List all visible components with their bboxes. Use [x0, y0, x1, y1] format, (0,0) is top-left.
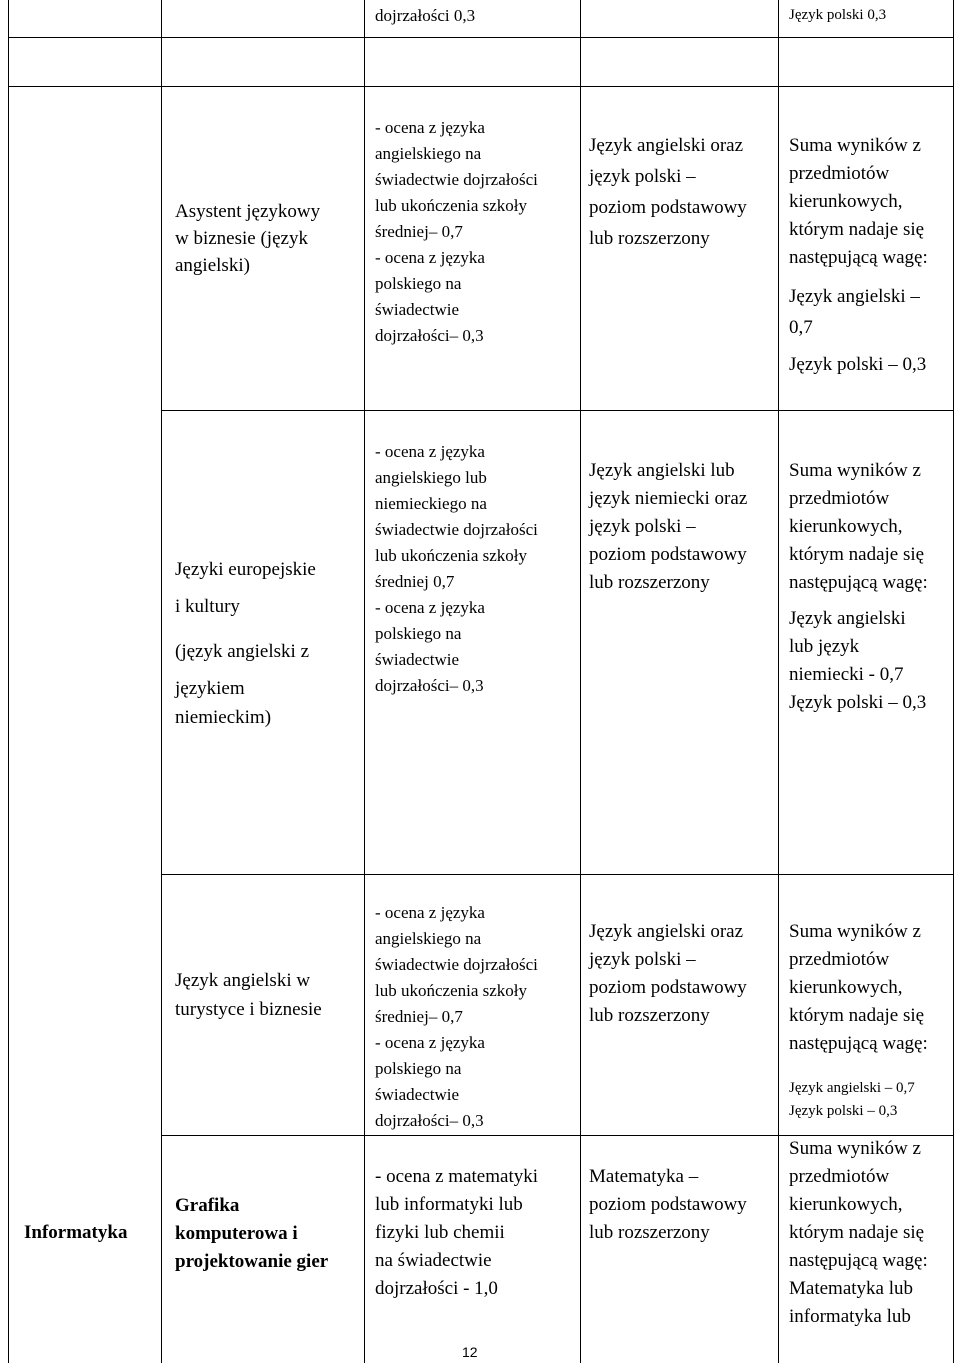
weight-line: przedmiotów [789, 949, 890, 970]
subject-line: język polski – [589, 949, 696, 970]
requirement-line: średniej– 0,7 [375, 222, 463, 241]
weight-line: przedmiotów [789, 163, 890, 184]
weight-line: następującą wagę: [789, 572, 928, 593]
major-name-line: Język angielski w [175, 970, 311, 991]
requirements-cell [375, 439, 538, 699]
weight-line: Język polski – 0,3 [789, 354, 927, 375]
major-cell [175, 1192, 328, 1276]
subject-line: poziom podstawowy [589, 197, 747, 218]
subject-line: Język angielski oraz [589, 921, 744, 942]
weight-line: którym nadaje się [789, 1005, 925, 1026]
major-cell [175, 555, 316, 732]
weights-cell [789, 132, 928, 388]
weights-cell [789, 1135, 928, 1331]
requirements-cell [375, 1163, 538, 1303]
major-name-line: niemieckim) [175, 707, 272, 728]
requirement-line: polskiego na [375, 624, 462, 643]
weight-line: którym nadaje się [789, 544, 925, 565]
requirement-line: lub ukończenia szkoły [375, 196, 528, 215]
subject-line: poziom podstawowy [589, 544, 747, 565]
subject-line: lub rozszerzony [589, 572, 710, 593]
weight-line: Matematyka lub [789, 1278, 913, 1299]
requirement-line: angielskiego na [375, 144, 482, 163]
weight-line: 0,7 [789, 317, 813, 338]
weight-line: kierunkowych, [789, 1194, 903, 1215]
requirement-line: niemieckiego na [375, 494, 487, 513]
requirement-line: - ocena z języka [375, 118, 485, 137]
weights-values-cell [789, 1077, 915, 1123]
weight-line: Suma wyników z [789, 460, 921, 481]
table-border [8, 37, 954, 38]
weight-line: Język polski – 0,3 [789, 1103, 898, 1119]
subject-line: lub rozszerzony [589, 1222, 710, 1243]
major-name-line: i kultury [175, 596, 240, 617]
major-name-line: komputerowa i [175, 1223, 298, 1244]
requirement-line: lub informatyki lub [375, 1194, 523, 1215]
weight-line: informatyka lub [789, 1306, 911, 1327]
requirement-line: dojrzałości - 1,0 [375, 1278, 498, 1299]
requirement-line: lub ukończenia szkoły [375, 981, 528, 1000]
requirement-line: dojrzałości– 0,3 [375, 676, 484, 695]
subject-line: Język angielski oraz [589, 135, 744, 156]
field-cell [24, 1219, 127, 1246]
subjects-cell [589, 1163, 747, 1247]
requirement-line: angielskiego na [375, 929, 482, 948]
requirements-cell [375, 115, 538, 349]
page-number: 12 [462, 1344, 478, 1360]
requirement-line: angielskiego lub [375, 468, 487, 487]
requirement-line: polskiego na [375, 274, 462, 293]
table-border [364, 0, 365, 1363]
subject-line: język polski – [589, 166, 696, 187]
requirement-line: świadectwie dojrzałości [375, 170, 538, 189]
subjects-cell [589, 457, 747, 597]
subject-line: język niemiecki oraz [589, 488, 748, 509]
field-name: Informatyka [24, 1222, 128, 1243]
table-border [8, 0, 9, 1363]
weight-line: Suma wyników z [789, 921, 921, 942]
weight-line: następującą wagę: [789, 1033, 928, 1054]
subject-line: lub rozszerzony [589, 1005, 710, 1026]
table-border [161, 0, 162, 1363]
requirement-line: - ocena z języka [375, 903, 485, 922]
major-name-line: turystyce i biznesie [175, 999, 322, 1020]
major-name-line: (język angielski z [175, 641, 310, 662]
requirement-line: - ocena z języka [375, 248, 485, 267]
subjects-cell [589, 918, 747, 1030]
major-cell [175, 966, 322, 1024]
weight-line: kierunkowych, [789, 191, 903, 212]
weight-line: kierunkowych, [789, 977, 903, 998]
major-name-line: angielski) [175, 255, 250, 276]
requirement-line: - ocena z języka [375, 1033, 485, 1052]
weight-line: następującą wagę: [789, 1250, 928, 1271]
table-border [161, 874, 954, 875]
requirement-line: fizyki lub chemii [375, 1222, 505, 1243]
major-name-line: projektowanie gier [175, 1251, 329, 1272]
weight-line: którym nadaje się [789, 1222, 925, 1243]
table-border [778, 0, 779, 1363]
weight-line: przedmiotów [789, 1166, 890, 1187]
weights-cell [789, 457, 928, 717]
weight-line: Język polski 0,3 [789, 7, 887, 23]
major-cell [175, 198, 320, 279]
requirement-line: - ocena z matematyki [375, 1166, 539, 1187]
major-name-line: Asystent językowy [175, 201, 321, 222]
weight-line: Język polski – 0,3 [789, 692, 927, 713]
table-border [953, 0, 954, 1363]
subject-line: Matematyka – [589, 1166, 699, 1187]
weights-cell [789, 4, 886, 27]
requirement-line: dojrzałości 0,3 [375, 6, 476, 25]
requirements-cell [375, 3, 475, 29]
weight-line: Suma wyników z [789, 135, 921, 156]
major-name-line: językiem [175, 678, 245, 699]
requirement-line: dojrzałości– 0,3 [375, 1111, 484, 1130]
weight-line: Język angielski – [789, 286, 920, 307]
requirement-line: polskiego na [375, 1059, 462, 1078]
weight-line: Suma wyników z [789, 1138, 921, 1159]
weights-cell [789, 918, 928, 1058]
requirement-line: - ocena z języka [375, 598, 485, 617]
subject-line: Język angielski lub [589, 460, 735, 481]
weight-line: Język angielski – 0,7 [789, 1080, 915, 1096]
requirement-line: świadectwie [375, 300, 460, 319]
requirement-line: świadectwie [375, 1085, 460, 1104]
major-name-line: Grafika [175, 1195, 240, 1216]
requirement-line: świadectwie dojrzałości [375, 955, 538, 974]
table-border [161, 410, 954, 411]
subject-line: poziom podstawowy [589, 977, 747, 998]
major-name-line: w biznesie (język [175, 228, 308, 249]
weight-line: przedmiotów [789, 488, 890, 509]
requirement-line: świadectwie [375, 650, 460, 669]
table-border [8, 86, 954, 87]
weight-line: Język angielski [789, 608, 906, 629]
requirement-line: świadectwie dojrzałości [375, 520, 538, 539]
requirement-line: średniej 0,7 [375, 572, 455, 591]
weight-line: kierunkowych, [789, 516, 903, 537]
table-border [580, 0, 581, 1363]
weight-line: niemiecki - 0,7 [789, 664, 904, 685]
weight-line: następującą wagę: [789, 247, 928, 268]
subjects-cell [589, 130, 747, 254]
subject-line: poziom podstawowy [589, 1194, 747, 1215]
major-name-line: Języki europejskie [175, 559, 316, 580]
requirement-line: lub ukończenia szkoły [375, 546, 528, 565]
subject-line: lub rozszerzony [589, 228, 710, 249]
subject-line: język polski – [589, 516, 696, 537]
requirements-cell [375, 900, 538, 1134]
weight-line: lub język [789, 636, 860, 657]
requirement-line: - ocena z języka [375, 442, 485, 461]
requirement-line: na świadectwie [375, 1250, 492, 1271]
weight-line: którym nadaje się [789, 219, 925, 240]
requirement-line: średniej– 0,7 [375, 1007, 463, 1026]
requirement-line: dojrzałości– 0,3 [375, 326, 484, 345]
